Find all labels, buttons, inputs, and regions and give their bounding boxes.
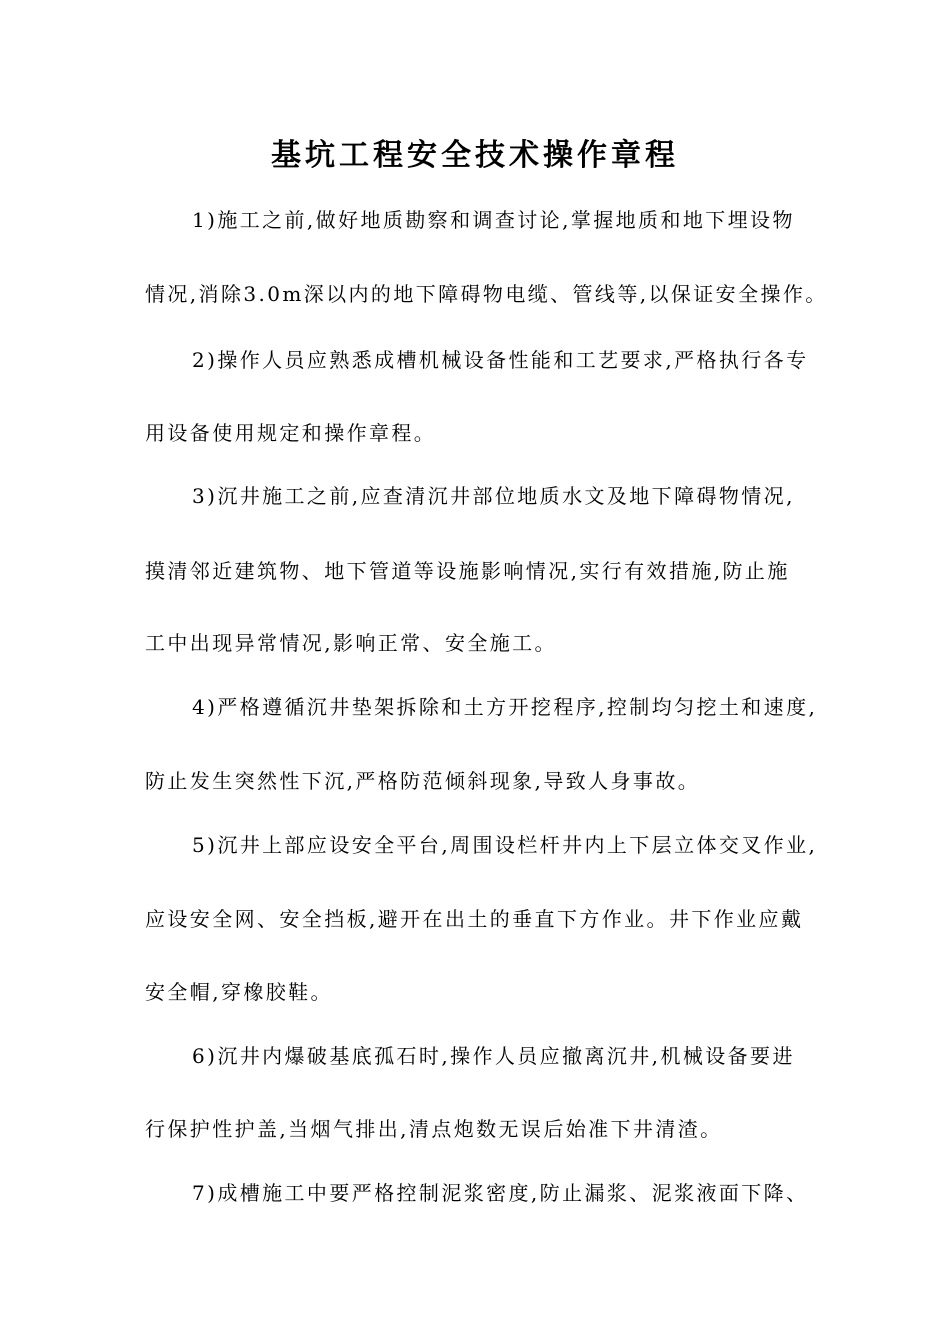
paragraph-3-line-3: 工中出现异常情况,影响正常、安全施工。: [145, 631, 557, 655]
paragraph-2-line-2: 用设备使用规定和操作章程。: [145, 421, 437, 445]
paragraph-5-line-3: 安全帽,穿橡胶鞋。: [145, 980, 333, 1004]
paragraph-2-line-1: 2)操作人员应熟悉成槽机械设备性能和工艺要求,严格执行各专: [192, 348, 809, 372]
paragraph-7-line-1: 7)成槽施工中要严格控制泥浆密度,防止漏浆、泥浆液面下降、: [192, 1181, 809, 1205]
paragraph-3-line-2: 摸清邻近建筑物、地下管道等设施影响情况,实行有效措施,防止施: [145, 559, 790, 583]
paragraph-1-line-1: 1)施工之前,做好地质勘察和调查讨论,掌握地质和地下埋设物: [192, 208, 795, 232]
paragraph-5-line-2: 应设安全网、安全挡板,避开在出土的垂直下方作业。井下作业应戴: [145, 907, 804, 931]
paragraph-3-line-1: 3)沉井施工之前,应查清沉井部位地质水文及地下障碍物情况,: [192, 484, 795, 508]
paragraph-5-line-1: 5)沉井上部应设安全平台,周围设栏杆井内上下层立体交叉作业,: [192, 833, 818, 857]
paragraph-6-line-1: 6)沉井内爆破基底孤石时,操作人员应撤离沉井,机械设备要进: [192, 1044, 795, 1068]
paragraph-4-line-1: 4)严格遵循沉井垫架拆除和土方开挖程序,控制均匀挖土和速度,: [192, 695, 818, 719]
paragraph-1-line-2: 情况,消除3.0m深以内的地下障碍物电缆、管线等,以保证安全操作。: [145, 282, 828, 306]
paragraph-4-line-2: 防止发生突然性下沉,严格防范倾斜现象,导致人身事故。: [145, 769, 701, 793]
document-title: 基坑工程安全技术操作章程: [271, 138, 679, 173]
paragraph-6-line-2: 行保护性护盖,当烟气排出,清点炮数无误后始准下井清渣。: [145, 1117, 723, 1141]
